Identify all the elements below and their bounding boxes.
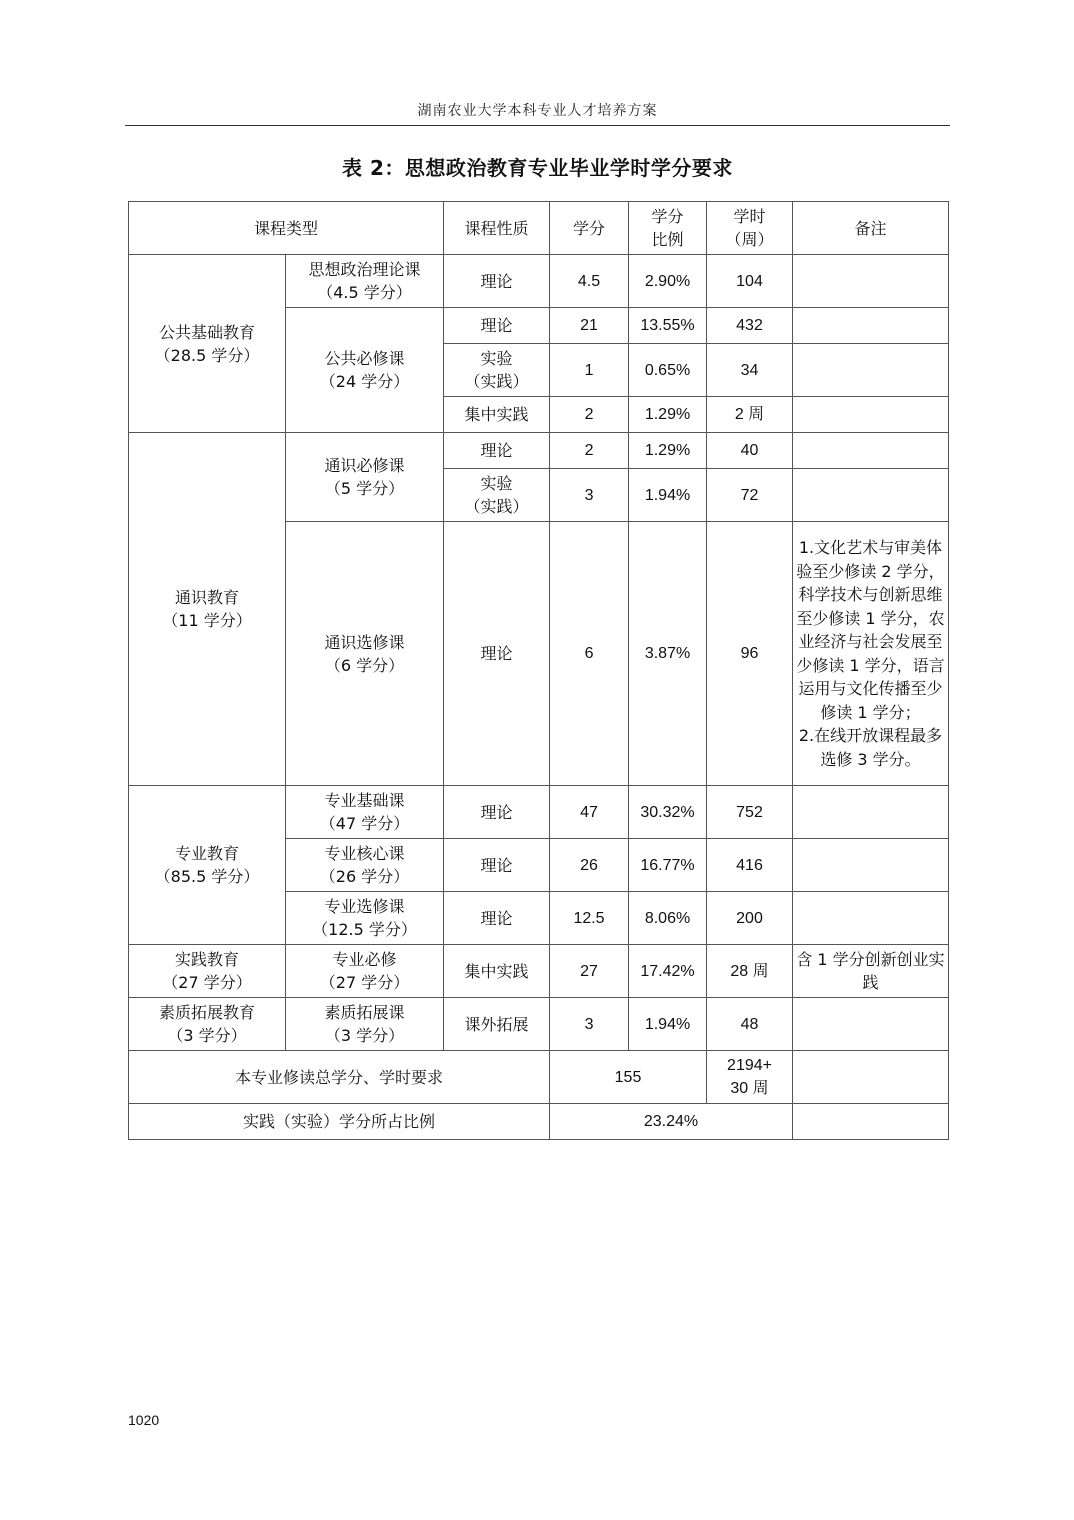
cell-remarks	[793, 397, 949, 433]
cell-remarks	[793, 255, 949, 308]
cell-credits: 4.5	[550, 255, 629, 308]
cell-remarks	[793, 998, 949, 1051]
practice-ratio-value: 23.24%	[550, 1104, 793, 1140]
header-nature: 课程性质	[444, 202, 550, 255]
table-row	[129, 945, 949, 998]
practice-ratio-row	[129, 1104, 949, 1140]
cell-remarks	[793, 786, 949, 839]
group-practice: 实践教育 （27 学分）	[129, 945, 286, 998]
cell-remarks-elective-note: 1.文化艺术与审美体验至少修读 2 学分，科学技术与创新思维至少修读 1 学分，农业经济与社会发展至少修读 1 学分，语言运用与文化传播至少修读 1 学分； 2.在线开放课程最多选修 3 学分。	[793, 522, 949, 786]
header-rule	[125, 125, 950, 126]
cell-hours: 200	[707, 892, 793, 945]
subgroup-ideology: 思想政治理论课 （4.5 学分）	[286, 255, 444, 308]
cell-remarks	[793, 433, 949, 469]
table-title: 表 2：思想政治教育专业毕业学时学分要求	[342, 156, 733, 180]
cell-credits: 3	[550, 469, 629, 522]
header-hours-text: 学时 （周）	[725, 207, 774, 249]
cell-hours: 96	[707, 522, 793, 786]
table-row	[129, 786, 949, 839]
cell-nature: 集中实践	[444, 397, 550, 433]
cell-credits: 2	[550, 433, 629, 469]
cell-hours: 48	[707, 998, 793, 1051]
cell-nature: 课外拓展	[444, 998, 550, 1051]
cell-nature: 理论	[444, 892, 550, 945]
cell-hours: 40	[707, 433, 793, 469]
header-remarks: 备注	[793, 202, 949, 255]
header-credits: 学分	[550, 202, 629, 255]
cell-ratio: 0.65%	[629, 344, 707, 397]
cell-nature: 理论	[444, 308, 550, 344]
cell-hours: 34	[707, 344, 793, 397]
subgroup-major-basic: 专业基础课 （47 学分）	[286, 786, 444, 839]
subgroup-general-required: 通识必修课 （5 学分）	[286, 433, 444, 522]
cell-remarks	[793, 839, 949, 892]
cell-ratio: 8.06%	[629, 892, 707, 945]
group-major: 专业教育 （85.5 学分）	[129, 786, 286, 945]
cell-hours: 72	[707, 469, 793, 522]
cell-remarks	[793, 308, 949, 344]
practice-ratio-remarks	[793, 1104, 949, 1140]
subgroup-quality-course: 素质拓展课 （3 学分）	[286, 998, 444, 1051]
cell-credits: 6	[550, 522, 629, 786]
group-quality: 素质拓展教育 （3 学分）	[129, 998, 286, 1051]
cell-hours: 2 周	[707, 397, 793, 433]
total-credits: 155	[550, 1051, 707, 1104]
cell-ratio: 1.29%	[629, 433, 707, 469]
cell-hours: 416	[707, 839, 793, 892]
total-remarks	[793, 1051, 949, 1104]
cell-ratio: 13.55%	[629, 308, 707, 344]
header-ratio-text: 学分 比例	[651, 207, 684, 249]
table-row	[129, 998, 949, 1051]
subgroup-major-required: 专业必修 （27 学分）	[286, 945, 444, 998]
cell-nature: 理论	[444, 786, 550, 839]
page-number: 1020	[128, 1412, 160, 1428]
subgroup-general-elective: 通识选修课 （6 学分）	[286, 522, 444, 786]
running-header: 湖南农业大学本科专业人才培养方案	[417, 103, 658, 119]
credit-requirements-table	[128, 201, 949, 1140]
total-row	[129, 1051, 949, 1104]
cell-nature: 理论	[444, 522, 550, 786]
table-header-row	[129, 202, 949, 255]
cell-credits: 47	[550, 786, 629, 839]
total-hours: 2194+ 30 周	[707, 1051, 793, 1104]
cell-credits: 1	[550, 344, 629, 397]
total-label: 本专业修读总学分、学时要求	[129, 1051, 550, 1104]
cell-credits: 2	[550, 397, 629, 433]
subgroup-public-required: 公共必修课 （24 学分）	[286, 308, 444, 433]
cell-hours: 28 周	[707, 945, 793, 998]
cell-nature: 实验 （实践）	[444, 469, 550, 522]
subgroup-major-core: 专业核心课 （26 学分）	[286, 839, 444, 892]
cell-nature: 实验 （实践）	[444, 344, 550, 397]
cell-remarks	[793, 892, 949, 945]
header-ratio	[629, 202, 707, 255]
group-public: 公共基础教育 （28.5 学分）	[129, 255, 286, 433]
group-general: 通识教育 （11 学分）	[129, 433, 286, 786]
practice-ratio-label: 实践（实验）学分所占比例	[129, 1104, 550, 1140]
cell-ratio: 16.77%	[629, 839, 707, 892]
cell-credits: 27	[550, 945, 629, 998]
cell-credits: 21	[550, 308, 629, 344]
header-hours	[707, 202, 793, 255]
cell-remarks: 含 1 学分创新创业实践	[793, 945, 949, 998]
cell-remarks	[793, 469, 949, 522]
header-course-type: 课程类型	[129, 202, 444, 255]
cell-ratio: 3.87%	[629, 522, 707, 786]
cell-ratio: 2.90%	[629, 255, 707, 308]
cell-credits: 12.5	[550, 892, 629, 945]
cell-hours: 752	[707, 786, 793, 839]
cell-ratio: 1.94%	[629, 469, 707, 522]
table-row	[129, 255, 949, 308]
cell-hours: 432	[707, 308, 793, 344]
cell-remarks	[793, 344, 949, 397]
cell-credits: 26	[550, 839, 629, 892]
cell-ratio: 17.42%	[629, 945, 707, 998]
table-row	[129, 433, 949, 469]
cell-ratio: 1.29%	[629, 397, 707, 433]
cell-nature: 集中实践	[444, 945, 550, 998]
cell-ratio: 30.32%	[629, 786, 707, 839]
cell-credits: 3	[550, 998, 629, 1051]
subgroup-major-elective: 专业选修课 （12.5 学分）	[286, 892, 444, 945]
cell-nature: 理论	[444, 255, 550, 308]
cell-nature: 理论	[444, 433, 550, 469]
cell-ratio: 1.94%	[629, 998, 707, 1051]
cell-hours: 104	[707, 255, 793, 308]
cell-nature: 理论	[444, 839, 550, 892]
